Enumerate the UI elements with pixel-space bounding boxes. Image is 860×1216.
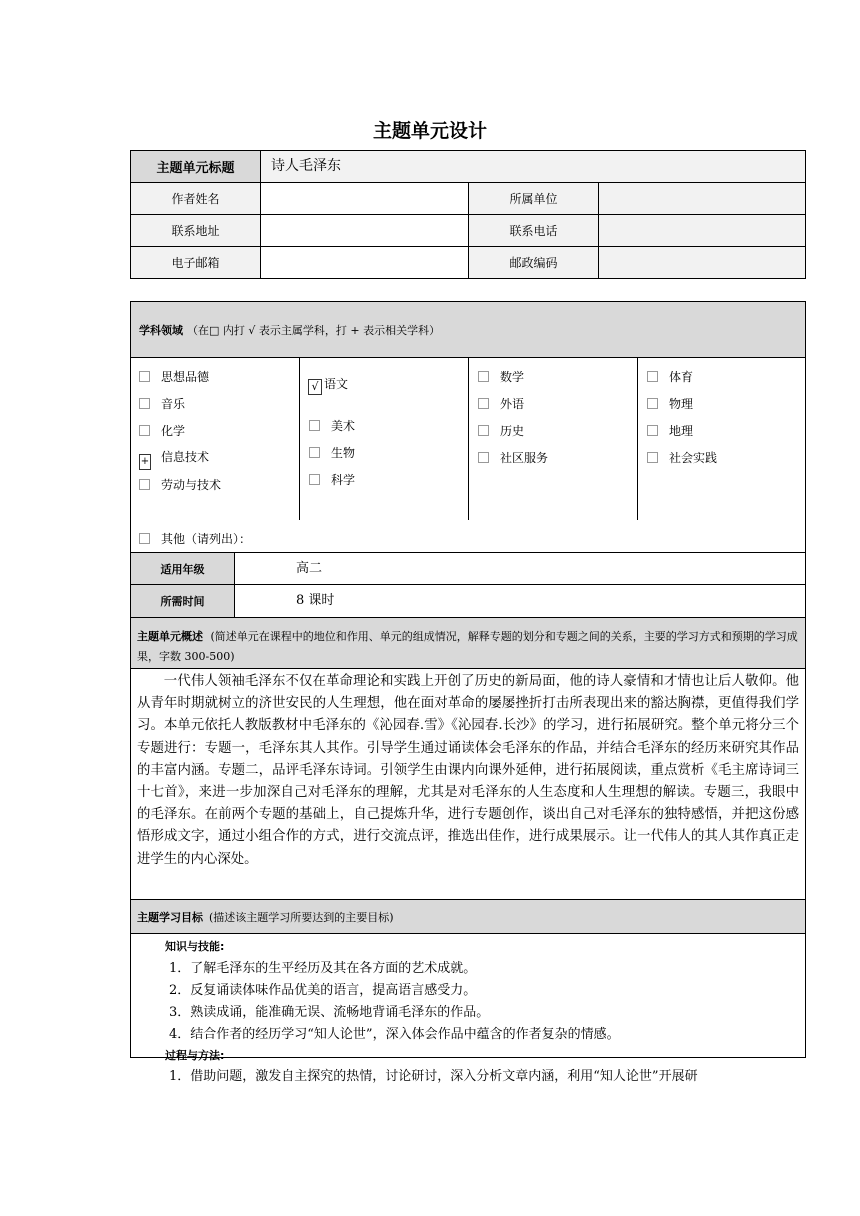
zip-label: 邮政编码 [469, 247, 598, 278]
info-table [130, 150, 806, 279]
subject-header [131, 302, 805, 358]
design-table [130, 301, 806, 1084]
subject-shequfuwu[interactable]: 社区服务 [478, 451, 548, 465]
grade-value[interactable]: 高二 [296, 561, 323, 576]
subject-other[interactable]: 其他（请列出）： [139, 532, 251, 546]
subject-yinyue[interactable]: 音乐 [139, 397, 185, 411]
subject-kexue[interactable]: 科学 [309, 473, 355, 487]
subject-shengwu[interactable]: 生物 [309, 446, 355, 460]
zip-field[interactable] [599, 247, 805, 278]
subject-dili[interactable]: 地理 [647, 424, 693, 438]
overview-text[interactable]: 一代伟人领袖毛泽东不仅在革命理论和实践上开创了历史的新局面，他的诗人豪情和才情也让后人敬仰。他从青年时期就树立的济世安民的人生理想，他在面对革命的屡屡挫折打击所表现出来的豁达胸襟，更值得我们学习。本单元依托人教版教材中毛泽东的《沁园春.雪》《沁园春.长沙》的学习，进行拓展研究。整个单元将分三个专题进行：专题一，毛泽东其人其作。引导学生通过诵读体会毛泽东的作品，并结合毛泽东的经历来研究其作品的丰富内涵。专题二，品评毛泽东诗词。引领学生由课内向课外延伸，进行拓展阅读，重点赏析《毛主席诗词三十七首》，来进一步加深自己对毛泽东的理解，尤其是对毛泽东的人生态度和人生理想的解读。专题三，我眼中的毛泽东。在前两个专题的基础上，自己提炼升华，进行专题创作，谈出自己对毛泽东的独特感悟，并把这份感悟形成文字，通过小组合作的方式，进行交流点评，推选出佳作，进行成果展示。让一代伟人的其人其作真正走进学生的内心深处。 [137, 674, 799, 867]
checkbox-icon [478, 425, 489, 436]
subject-wuli[interactable]: 物理 [647, 397, 693, 411]
subject-waiyu[interactable]: 外语 [478, 397, 524, 411]
checkbox-icon [309, 474, 320, 485]
knowledge-item-4: 4．结合作者的经历学习“知人论世”，深入体会作品中蕴含的作者复杂的情感。 [169, 1027, 620, 1042]
process-heading: 过程与方法: [165, 1049, 225, 1062]
subject-lishi[interactable]: 历史 [478, 424, 524, 438]
subject-laodong[interactable]: 劳动与技术 [139, 478, 221, 492]
checkbox-icon [647, 398, 658, 409]
email-field[interactable] [261, 247, 468, 278]
subject-xinxijishu[interactable]: + 信息技术 [139, 450, 209, 470]
checkbox-icon [309, 420, 320, 431]
checkbox-icon [139, 371, 150, 382]
org-label: 所属单位 [469, 183, 598, 214]
unit-title-label: 主题单元标题 [131, 151, 260, 182]
author-label: 作者姓名 [131, 183, 260, 214]
email-label: 电子邮箱 [131, 247, 260, 278]
subject-shehuishijian[interactable]: 社会实践 [647, 451, 717, 465]
goals-label: 主题学习目标 [137, 910, 203, 924]
checkbox-icon [139, 479, 150, 490]
subject-huaxue[interactable]: 化学 [139, 424, 185, 438]
checkbox-icon [647, 371, 658, 382]
checkbox-icon [647, 452, 658, 463]
page-title: 主题单元设计 [372, 120, 487, 142]
subject-yuwen[interactable]: √ 语文 [308, 377, 348, 395]
address-field[interactable] [261, 215, 468, 246]
knowledge-item-2: 2．反复诵读体味作品优美的语言，提高语言感受力。 [169, 983, 477, 998]
subject-sixiangpinde[interactable]: 思想品德 [139, 370, 209, 384]
subject-shuxue[interactable]: 数学 [478, 370, 524, 384]
phone-field[interactable] [599, 215, 805, 246]
subject-meishu[interactable]: 美术 [309, 419, 355, 433]
knowledge-item-3: 3．熟读成诵，能准确无误、流畅地背诵毛泽东的作品。 [169, 1005, 490, 1020]
goals-header [131, 900, 805, 933]
process-item-1: 1．借助问题，激发自主探究的热情，讨论研讨，深入分析文章内涵，利用“知人论世”开展研 [169, 1069, 698, 1084]
grade-label: 适用年级 [131, 553, 234, 584]
time-value[interactable]: 8 课时 [296, 593, 335, 608]
address-label: 联系地址 [131, 215, 260, 246]
plus-checkbox-icon: + [139, 454, 151, 470]
checkbox-icon [139, 425, 150, 436]
org-field[interactable] [599, 183, 805, 214]
checkbox-icon [478, 398, 489, 409]
unit-title-value[interactable]: 诗人毛泽东 [261, 151, 805, 182]
phone-label: 联系电话 [469, 215, 598, 246]
checkbox-icon [309, 447, 320, 458]
subject-header-label: 学科领域 [139, 323, 183, 337]
overview-label: 主题单元概述 [137, 630, 203, 643]
checkbox-icon [478, 452, 489, 463]
time-label: 所需时间 [131, 585, 234, 617]
checkbox-icon [139, 398, 150, 409]
knowledge-item-1: 1．了解毛泽东的生平经历及其在各方面的艺术成就。 [169, 961, 477, 976]
checkbox-icon [478, 371, 489, 382]
overview-hint: (简述单元在课程中的地位和作用、单元的组成情况，解释专题的划分和专题之间的关系，主要的学习方式和预期的学习成果，字数 300-500) [137, 630, 798, 663]
author-field[interactable] [261, 183, 468, 214]
checkbox-icon [647, 425, 658, 436]
goals-hint: (描述该主题学习所要达到的主要目标) [209, 910, 394, 924]
checkbox-icon [139, 533, 150, 544]
overview-header [131, 618, 805, 668]
knowledge-heading: 知识与技能: [165, 940, 225, 953]
subject-header-hint: （在□ 内打 √ 表示主属学科，打 + 表示相关学科） [187, 323, 441, 337]
checkmark-icon: √ [308, 379, 322, 395]
subject-tiyu[interactable]: 体育 [647, 370, 693, 384]
